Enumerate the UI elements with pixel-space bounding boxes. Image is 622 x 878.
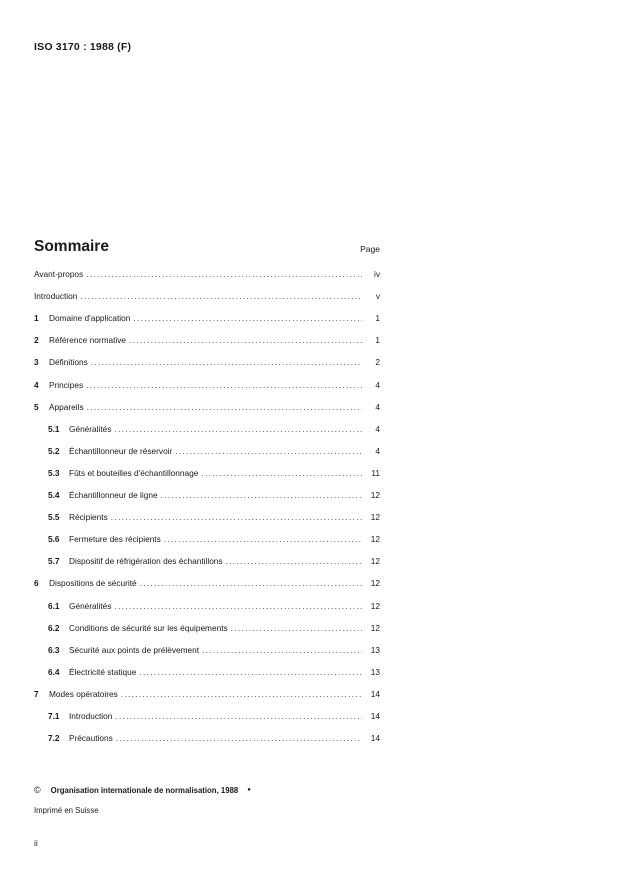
dot-leader (164, 533, 362, 545)
toc-entry-page: 14 (370, 733, 380, 743)
toc-entry[interactable] (34, 401, 380, 413)
toc-entry-page: 13 (370, 667, 380, 677)
copyright-text: Organisation internationale de normalisation, 1988 (50, 785, 239, 795)
toc-entry-page: 12 (370, 578, 380, 588)
toc-entry-label: Modes opératoires (49, 689, 118, 699)
toc-entry-label: Domaine d'application (49, 313, 131, 323)
toc-entry[interactable] (34, 467, 380, 479)
toc-entry[interactable] (34, 533, 380, 545)
copyright-line (34, 785, 251, 795)
toc-entry[interactable] (34, 732, 380, 744)
toc-entry-label: Sécurité aux points de prélèvement (69, 645, 200, 655)
dot-leader (116, 732, 362, 744)
toc-entry-number: 1 (34, 313, 39, 323)
toc-entry-label: Conditions de sécurité sur les équipements (69, 623, 228, 633)
dot-leader (87, 401, 362, 413)
toc-entry-page: 12 (370, 490, 380, 500)
dot-leader (86, 379, 362, 391)
dot-leader (202, 644, 362, 656)
toc-entry-label: Référence normative (49, 335, 127, 345)
toc-entry-label: Généralités (69, 601, 112, 611)
dot-leader (114, 423, 362, 435)
toc-entry-label: Définitions (49, 357, 88, 367)
toc-entry-label: Généralités (69, 424, 112, 434)
toc-entry-label: Introduction (34, 291, 78, 301)
contents-title: Sommaire (34, 238, 109, 255)
toc-entry[interactable] (34, 644, 380, 656)
toc-entry-number: 7.2 (48, 733, 60, 743)
toc-entry[interactable] (34, 622, 380, 634)
toc-entry-number: 5.2 (48, 446, 60, 456)
dot-leader (226, 555, 362, 567)
toc-entry-number: 6.4 (48, 667, 60, 677)
copyright-icon: © (34, 785, 41, 795)
bullet-icon: ● (247, 787, 251, 793)
toc-entry-page: 1 (375, 313, 380, 323)
toc-entry-label: Électricité statique (69, 667, 137, 677)
toc-entry-page: 12 (370, 512, 380, 522)
toc-entry-number: 2 (34, 335, 39, 345)
document-id: ISO 3170 : 1988 (F) (34, 41, 132, 53)
dot-leader (115, 710, 362, 722)
dot-leader (201, 467, 362, 479)
toc-entry-page: 4 (375, 402, 380, 412)
toc-entry-page: 12 (370, 623, 380, 633)
toc-entry-page: 14 (370, 689, 380, 699)
toc-entry-page: 4 (375, 424, 380, 434)
toc-entry-number: 7.1 (48, 711, 60, 721)
toc-entry[interactable] (34, 445, 380, 457)
toc-entry-number: 5.7 (48, 556, 60, 566)
dot-leader (111, 511, 362, 523)
toc-entry-page: v (375, 291, 380, 301)
dot-leader (175, 445, 362, 457)
dot-leader (114, 600, 362, 612)
toc-entry-number: 5.4 (48, 490, 60, 500)
toc-entry-label: Introduction (69, 711, 113, 721)
toc-entry[interactable] (34, 290, 380, 302)
toc-entry-number: 5 (34, 402, 39, 412)
toc-entry-page: 1 (375, 335, 380, 345)
toc-entry[interactable] (34, 379, 380, 391)
toc-entry-page: 2 (375, 357, 380, 367)
toc-entry-number: 6 (34, 578, 39, 588)
toc-entry[interactable] (34, 334, 380, 346)
toc-entry-number: 6.2 (48, 623, 60, 633)
toc-entry-page: iv (374, 269, 380, 279)
toc-entry[interactable] (34, 666, 380, 678)
toc-entry-number: 5.6 (48, 534, 60, 544)
toc-entry[interactable] (34, 511, 380, 523)
dot-leader (129, 334, 362, 346)
dot-leader (80, 290, 362, 302)
toc-entry-number: 7 (34, 689, 39, 699)
printed-in: Imprimé en Suisse (34, 806, 99, 815)
toc-entry-number: 4 (34, 380, 39, 390)
toc-entry[interactable] (34, 312, 380, 324)
toc-entry-page: 12 (370, 534, 380, 544)
toc-entry-label: Dispositions de sécurité (49, 578, 137, 588)
page-column-label: Page (360, 244, 380, 254)
toc-entry[interactable] (34, 489, 380, 501)
toc-entry-label: Appareils (49, 402, 84, 412)
toc-entry-page: 11 (371, 468, 380, 478)
toc-entry-number: 5.5 (48, 512, 60, 522)
toc-entry-label: Récipients (69, 512, 108, 522)
page-folio: ii (34, 838, 38, 848)
toc-entry[interactable] (34, 577, 380, 589)
toc-entry-number: 3 (34, 357, 39, 367)
toc-entry-number: 5.3 (48, 468, 60, 478)
toc-entry-label: Avant-propos (34, 269, 84, 279)
toc-entry[interactable] (34, 600, 380, 612)
toc-entry-label: Dispositif de réfrigération des échantillons (69, 556, 223, 566)
toc-entry-number: 6.3 (48, 645, 60, 655)
dot-leader (140, 577, 362, 589)
toc-entry-label: Principes (49, 380, 84, 390)
dot-leader (121, 688, 362, 700)
toc-entry[interactable] (34, 268, 380, 280)
toc-entry-page: 12 (370, 556, 380, 566)
toc-entry-page: 4 (375, 446, 380, 456)
toc-entry-page: 14 (370, 711, 380, 721)
toc-entry[interactable] (34, 555, 380, 567)
toc-entry-label: Précautions (69, 733, 113, 743)
toc-entry[interactable] (34, 688, 380, 700)
toc-entry-page: 13 (370, 645, 380, 655)
toc-entry-number: 5.1 (48, 424, 60, 434)
toc-entry-label: Échantillonneur de réservoir (69, 446, 173, 456)
toc-entry-label: Fermeture des récipients (69, 534, 161, 544)
dot-leader (231, 622, 362, 634)
dot-leader (86, 268, 362, 280)
toc-entry-label: Échantillonneur de ligne (69, 490, 158, 500)
toc-entry[interactable] (34, 356, 380, 368)
toc-entry-number: 6.1 (48, 601, 60, 611)
toc-entry-page: 4 (375, 380, 380, 390)
dot-leader (139, 666, 362, 678)
dot-leader (161, 489, 362, 501)
toc-entry[interactable] (34, 423, 380, 435)
dot-leader (91, 356, 362, 368)
toc-entry[interactable] (34, 710, 380, 722)
toc-entry-page: 12 (370, 601, 380, 611)
dot-leader (133, 312, 362, 324)
toc-entry-label: Fûts et bouteilles d'échantillonnage (69, 468, 199, 478)
